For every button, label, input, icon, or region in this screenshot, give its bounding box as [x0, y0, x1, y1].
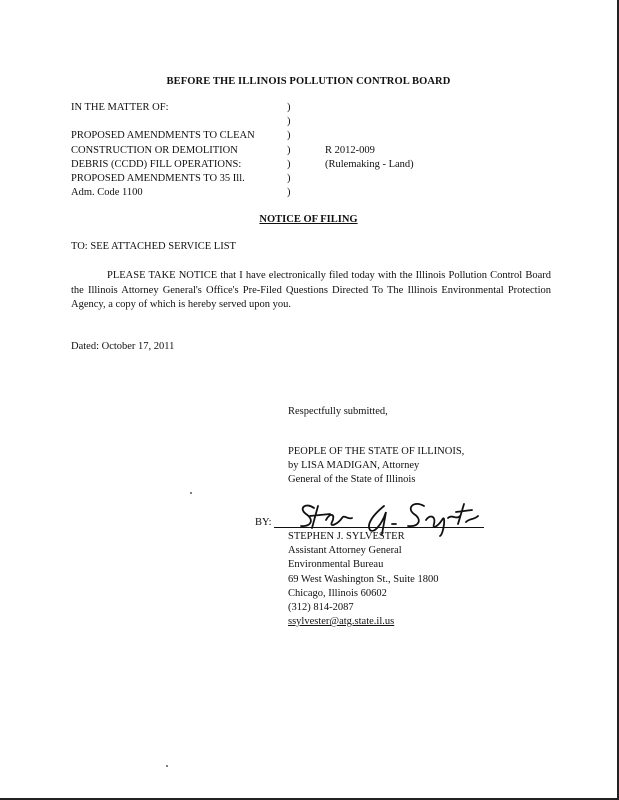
party-block — [288, 445, 464, 488]
respectfully-submitted: Respectfully submitted, — [288, 406, 388, 417]
paren: ) — [287, 130, 291, 142]
scan-speck — [166, 765, 168, 767]
signatory-phone: (312) 814-2087 — [288, 601, 354, 613]
case-type: (Rulemaking - Land) — [325, 159, 414, 171]
case-number: R 2012-009 — [325, 145, 375, 156]
caption-line: CONSTRUCTION OR DEMOLITION — [71, 144, 238, 156]
paren: ) — [287, 144, 291, 156]
paren: ) — [287, 187, 291, 199]
signatory-name: STEPHEN J. SYLVESTER — [288, 531, 405, 542]
scan-speck — [190, 492, 192, 494]
signatory-title: Assistant Attorney General — [288, 545, 402, 557]
notice-heading: NOTICE OF FILING — [259, 214, 358, 225]
body-paragraph — [71, 269, 551, 313]
signatory-city: Chicago, Illinois 60602 — [288, 587, 387, 599]
caption-line: IN THE MATTER OF: — [71, 102, 169, 113]
caption-line — [71, 115, 291, 129]
signatory-block — [288, 530, 438, 629]
paren: ) — [287, 102, 291, 113]
paren: ) — [287, 172, 291, 184]
body-text: PLEASE TAKE NOTICE that I have electronically filed today with the Illinois Pollution Control Board the Illinois Attorney General's Office's Pre-Filed Questions Directed To The Illinois Environmental Protection Agency, a copy of which is hereby served upon you. — [71, 270, 551, 310]
caption-line: Adm. Code 1100 — [71, 187, 143, 199]
signatory-bureau: Environmental Bureau — [288, 559, 384, 571]
caption-parentheses — [287, 101, 297, 200]
board-title: BEFORE THE ILLINOIS POLLUTION CONTROL BOARD — [166, 76, 451, 87]
by-label: BY: — [255, 517, 272, 528]
signatory-address: 69 West Washington St., Suite 1800 — [288, 573, 439, 585]
caption-line: PROPOSED AMENDMENTS TO CLEAN — [71, 130, 255, 142]
party-line: General of the State of Illinois — [288, 474, 416, 486]
signatory-email-link[interactable]: ssylvester@atg.state.il.us — [288, 616, 395, 628]
dated-line: Dated: October 17, 2011 — [71, 341, 175, 352]
caption-line: PROPOSED AMENDMENTS TO 35 Ill. — [71, 172, 245, 184]
case-caption — [71, 101, 291, 200]
addressee: TO: SEE ATTACHED SERVICE LIST — [71, 241, 236, 252]
case-info — [325, 144, 414, 172]
party-line: by LISA MADIGAN, Attorney — [288, 460, 420, 472]
paren: ) — [287, 116, 291, 128]
paren: ) — [287, 158, 291, 170]
caption-line: DEBRIS (CCDD) FILL OPERATIONS: — [71, 158, 242, 170]
party-line: PEOPLE OF THE STATE OF ILLINOIS, — [288, 446, 465, 457]
